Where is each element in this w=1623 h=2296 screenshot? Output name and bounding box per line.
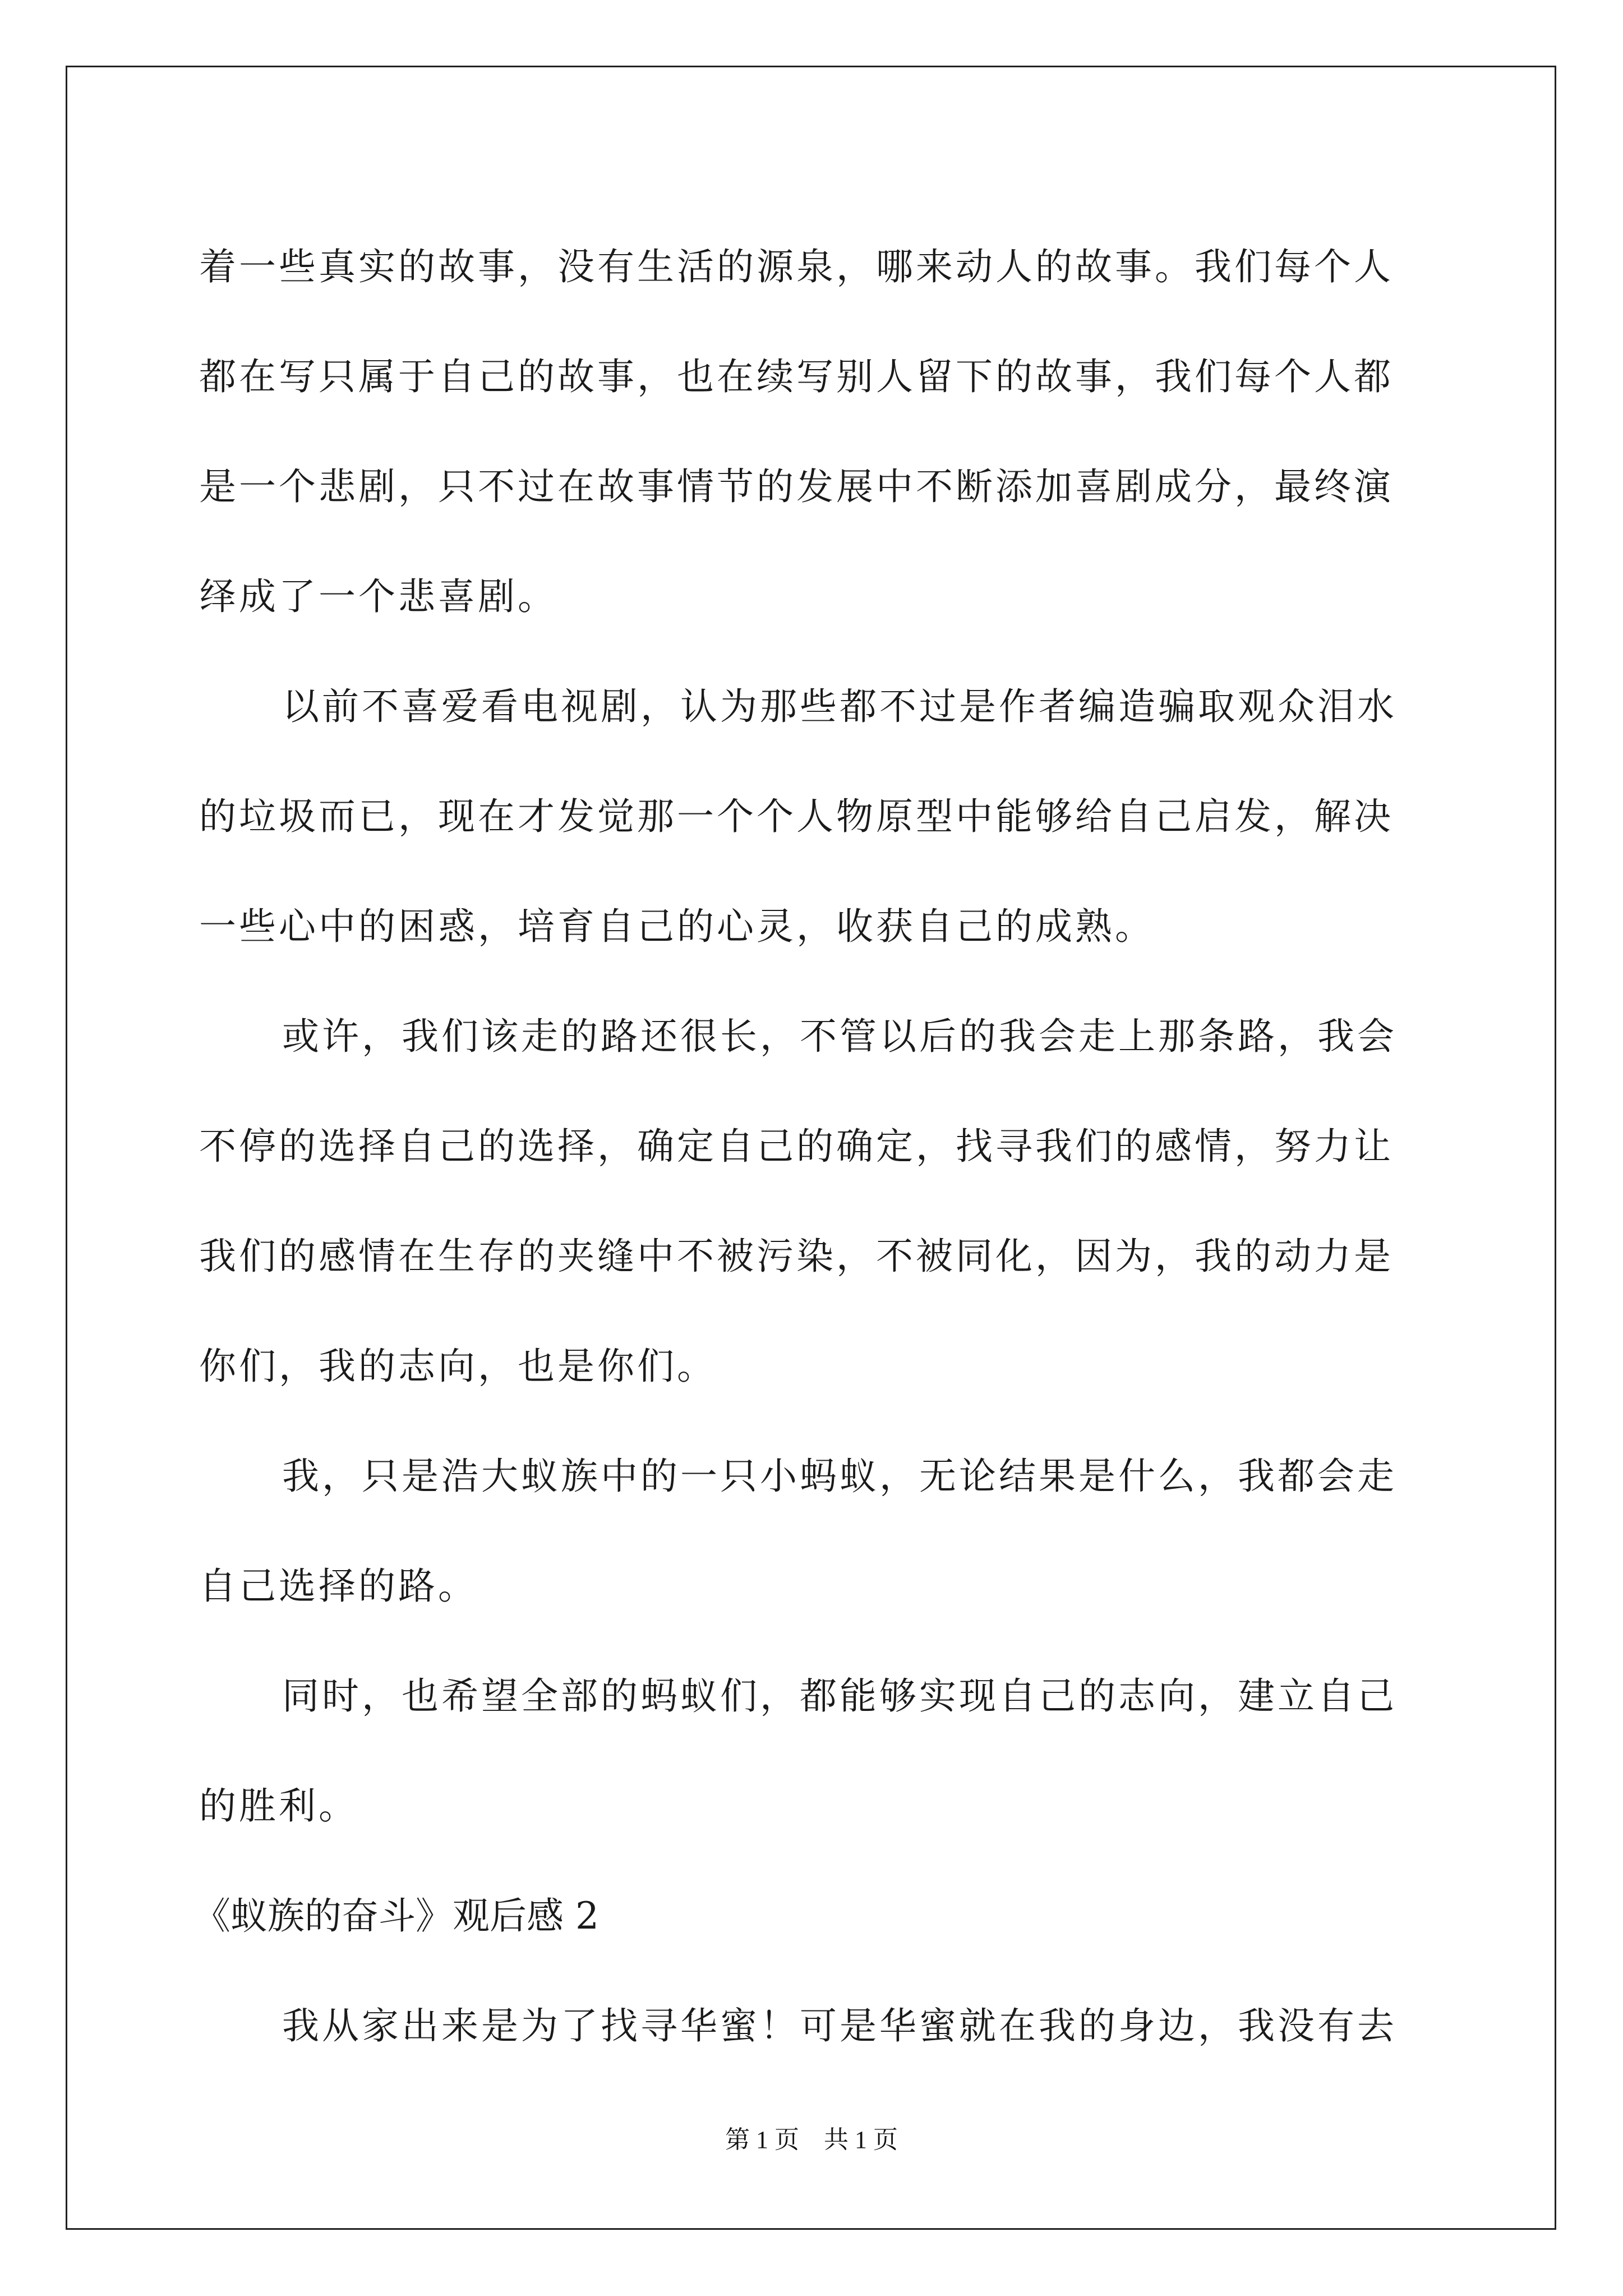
document-body <box>193 212 1427 2081</box>
text-line: 是一个悲剧，只不过在故事情节的发展中不断添加喜剧成分，最终演 <box>199 465 1394 508</box>
text-line: 我们的感情在生存的夹缝中不被污染，不被同化，因为，我的动力是 <box>199 1235 1394 1278</box>
text-line: 你们，我的志向，也是你们。 <box>199 1345 717 1388</box>
text-line: 都在写只属于自己的故事，也在续写别人留下的故事，我们每个人都 <box>199 355 1394 398</box>
text-line: 绎成了一个悲喜剧。 <box>199 575 557 618</box>
paragraph-start-line: 或许，我们该走的路还很长，不管以后的我会走上那条路，我会 <box>282 1015 1397 1058</box>
paragraph-start-line: 我，只是浩大蚁族中的一只小蚂蚁，无论结果是什么，我都会走 <box>282 1455 1397 1498</box>
paragraph-start-line: 以前不喜爱看电视剧，认为那些都不过是作者编造骗取观众泪水 <box>282 685 1397 728</box>
text-line: 的垃圾而已，现在才发觉那一个个人物原型中能够给自己启发，解决 <box>199 795 1394 838</box>
text-line: 不停的选择自己的选择，确定自己的确定，找寻我们的感情，努力让 <box>199 1125 1394 1168</box>
paragraph-start-line: 我从家出来是为了找寻华蜜！可是华蜜就在我的身边，我没有去 <box>282 2004 1397 2047</box>
text-line: 一些心中的困惑，培育自己的心灵，收获自己的成熟。 <box>199 905 1155 948</box>
text-line: 的胜利。 <box>199 1784 358 1828</box>
text-line: 着一些真实的故事，没有生活的源泉，哪来动人的故事。我们每个人 <box>199 245 1394 288</box>
text-line: 自己选择的路。 <box>199 1565 478 1608</box>
paragraph-start-line: 同时，也希望全部的蚂蚁们，都能够实现自己的志向，建立自己 <box>282 1674 1397 1718</box>
section-heading: 《蚁族的奋斗》观后感 2 <box>193 1894 599 1938</box>
page-number-footer: 第 1 页 共 1 页 <box>725 2126 898 2154</box>
